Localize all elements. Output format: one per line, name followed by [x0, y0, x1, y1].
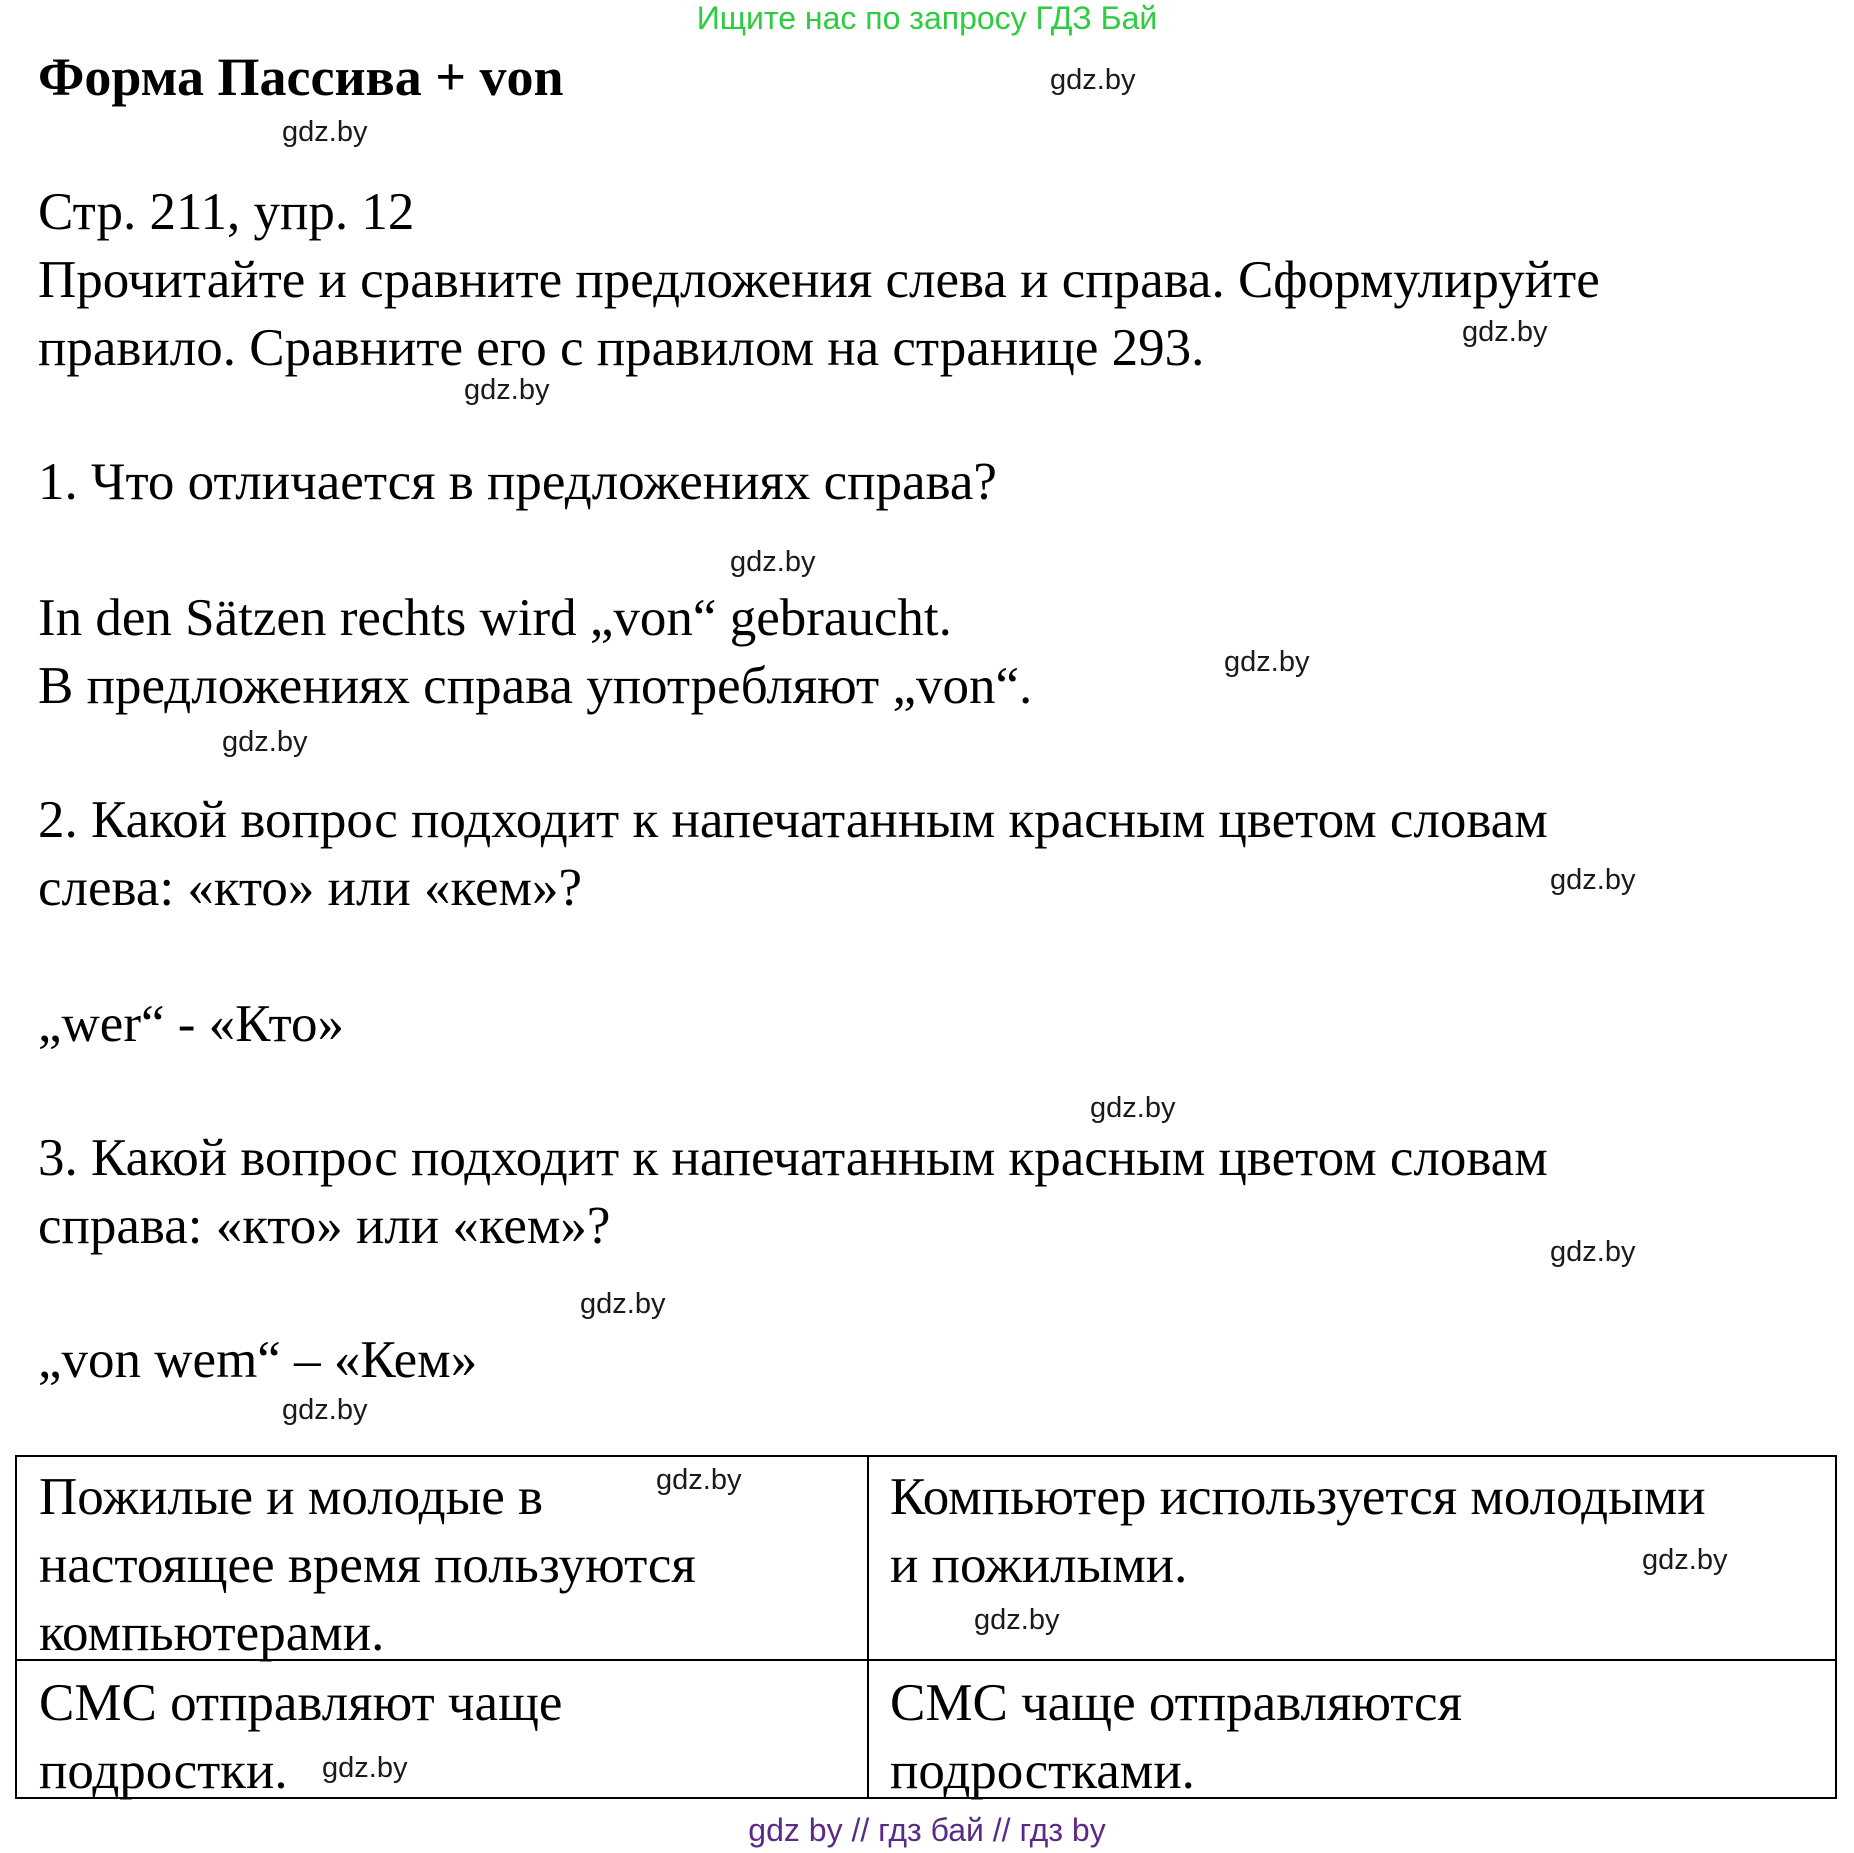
watermark: gdz.by	[1224, 646, 1310, 678]
watermark: gdz.by	[580, 1288, 666, 1320]
exercise-reference: Стр. 211, упр. 12	[38, 183, 415, 241]
watermark: gdz.by	[1050, 64, 1136, 96]
watermark: gdz.by	[282, 116, 368, 148]
watermark: gdz.by	[1462, 316, 1548, 348]
table-cell-line: Компьютер используется молодыми	[890, 1468, 1706, 1526]
table-cell-line: подростками.	[890, 1742, 1195, 1800]
watermark: gdz.by	[222, 726, 308, 758]
watermark: gdz.by	[1090, 1092, 1176, 1124]
question-1: 1. Что отличается в предложениях справа?	[38, 453, 997, 511]
table-cell-line: настоящее время пользуются	[39, 1536, 696, 1594]
table-cell-row1-right	[890, 1463, 1706, 1599]
watermark: gdz.by	[656, 1464, 742, 1496]
watermark: gdz.by	[1642, 1544, 1728, 1576]
watermark: gdz.by	[1550, 864, 1636, 896]
watermark: gdz.by	[1550, 1236, 1636, 1268]
instruction-line: Прочитайте и сравните предложения слева и справа. Сформулируйте	[38, 251, 1600, 309]
table-cell-line: и пожилыми.	[890, 1536, 1188, 1594]
page-title: Форма Пассива + von	[38, 47, 564, 107]
watermark: gdz.by	[464, 374, 550, 406]
table-cell-row1-left	[39, 1463, 696, 1667]
table-cell-line: СМС отправляют чаще	[39, 1674, 563, 1732]
question-2-line: слева: «кто» или «кем»?	[38, 859, 583, 917]
table-cell-line: Пожилые и молодые в	[39, 1468, 544, 1526]
answer-3: „von wem“ – «Кем»	[38, 1331, 478, 1389]
watermark: gdz.by	[282, 1394, 368, 1426]
watermark: gdz.by	[730, 546, 816, 578]
table-cell-row2-left	[39, 1669, 562, 1805]
answer-1-german: In den Sätzen rechts wird „von“ gebraucht.	[38, 589, 952, 647]
table-cell-row2-right	[890, 1669, 1462, 1805]
table-cell-line: СМС чаще отправляются	[890, 1674, 1462, 1732]
watermark: gdz.by	[974, 1604, 1060, 1636]
table-cell-line: компьютерами.	[39, 1604, 385, 1662]
answer-1-russian: В предложениях справа употребляют „von“.	[38, 657, 1033, 715]
comparison-table	[15, 1455, 1837, 1799]
question-2-line: 2. Какой вопрос подходит к напечатанным красным цветом словам	[38, 791, 1548, 849]
footer-links: gdz by // гдз бай // гдз by	[748, 1812, 1106, 1848]
watermark: gdz.by	[322, 1752, 408, 1784]
answer-2: „wer“ - «Кто»	[38, 995, 344, 1053]
table-cell-line: подростки.	[39, 1742, 288, 1800]
instruction-line: правило. Сравните его с правилом на странице 293.	[38, 319, 1205, 377]
question-3-line: 3. Какой вопрос подходит к напечатанным красным цветом словам	[38, 1129, 1548, 1187]
top-banner: Ищите нас по запросу ГДЗ Бай	[696, 0, 1158, 36]
question-3-line: справа: «кто» или «кем»?	[38, 1197, 611, 1255]
table-column-divider	[867, 1457, 869, 1797]
